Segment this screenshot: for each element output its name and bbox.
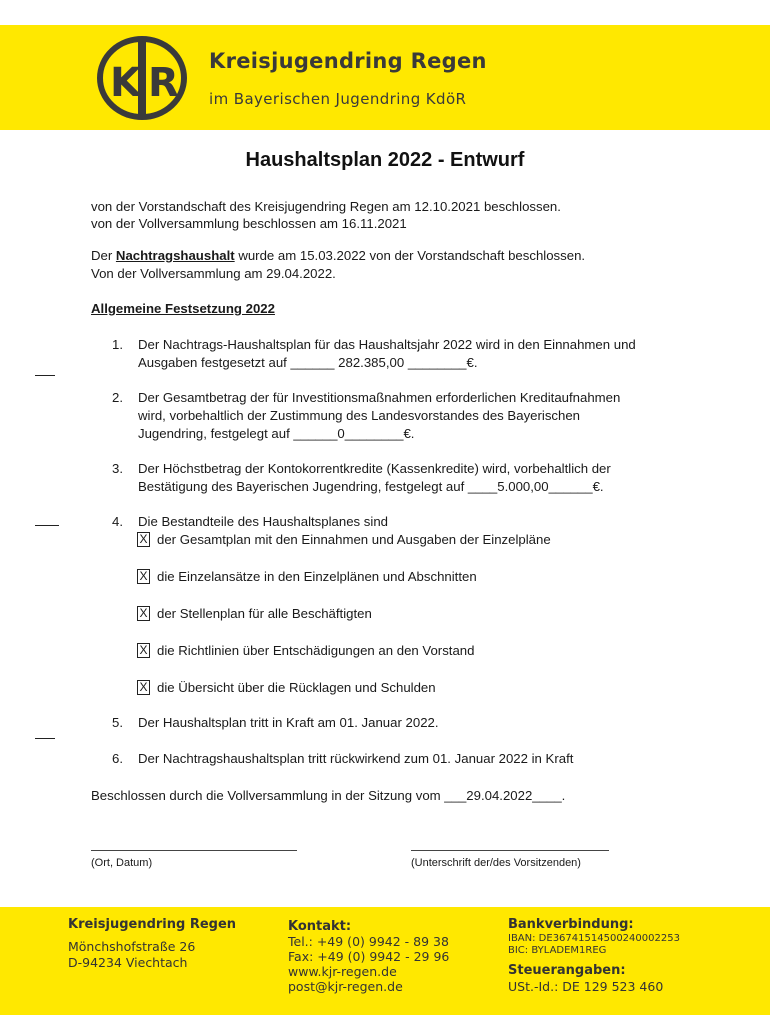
signature-line-chair[interactable] <box>411 850 609 851</box>
checkbox-label: die Richtlinien über Entschädigungen an den Vorstand <box>157 643 475 658</box>
item-1-line-2: Ausgaben festgesetzt auf ______ 282.385,00 ________€. <box>138 355 478 370</box>
intro-prefix: Der <box>91 248 116 263</box>
item-2-line-1: Der Gesamtbetrag der für Investitionsmaßnahmen erforderlichen Kreditaufnahmen <box>138 390 621 405</box>
footer-iban: IBAN: DE36741514500240002253 <box>508 933 680 944</box>
nachtragshaushalt-term: Nachtragshaushalt <box>115 248 235 263</box>
item-4-line-1: Die Bestandteile des Haushaltsplanes sind <box>138 514 388 529</box>
checkbox[interactable]: X <box>137 606 150 621</box>
item-number: 1. <box>112 337 123 352</box>
org-subtitle: im Bayerischen Jugendring KdöR <box>209 90 467 108</box>
checkbox-label: der Stellenplan für alle Beschäftigten <box>157 606 372 621</box>
item-3-line-2: Bestätigung des Bayerischen Jugendring, festgelegt auf ____5.000,00______€. <box>138 479 604 494</box>
footer-street: Mönchshofstraße 26 <box>68 939 196 954</box>
footer-email-link[interactable]: post@kjr-regen.de <box>288 979 403 994</box>
intro-line-2: von der Vollversammlung beschlossen am 16.11.2021 <box>91 216 407 231</box>
footer-tel: Tel.: +49 (0) 9942 - 89 38 <box>288 934 449 949</box>
item-5-line-1: Der Haushaltsplan tritt in Kraft am 01. Januar 2022. <box>138 715 439 730</box>
checkbox-label: die Einzelansätze in den Einzelplänen und Abschnitten <box>157 569 477 584</box>
footer-tax-heading: Steuerangaben: <box>508 963 626 978</box>
item-number: 2. <box>112 390 123 405</box>
item-1-line-1: Der Nachtrags-Haushaltsplan für das Haushaltsjahr 2022 wird in den Einnahmen und <box>138 337 636 352</box>
checkbox[interactable]: X <box>137 532 150 547</box>
org-name: Kreisjugendring Regen <box>209 49 487 73</box>
checkbox[interactable]: X <box>137 569 150 584</box>
item-2-line-3: Jugendring, festgelegt auf ______0________€. <box>138 426 415 441</box>
item-number: 3. <box>112 461 123 476</box>
intro-line-3 <box>91 247 585 265</box>
closing-statement: Beschlossen durch die Vollversammlung in der Sitzung vom ___29.04.2022____. <box>91 788 566 803</box>
item-number: 4. <box>112 514 123 529</box>
checkbox-label: der Gesamtplan mit den Einnahmen und Ausgaben der Einzelpläne <box>157 532 551 547</box>
margin-mark <box>35 375 55 376</box>
item-number: 6. <box>112 751 123 766</box>
section-heading: Allgemeine Festsetzung 2022 <box>91 301 275 316</box>
footer-fax: Fax: +49 (0) 9942 - 29 96 <box>288 949 450 964</box>
page-title: Haushaltsplan 2022 - Entwurf <box>245 149 525 171</box>
intro-line-4: Von der Vollversammlung am 29.04.2022. <box>91 266 336 281</box>
kjr-logo <box>96 36 188 120</box>
footer-city: D-94234 Viechtach <box>68 955 188 970</box>
footer-vat-id: USt.-Id.: DE 129 523 460 <box>508 979 664 994</box>
intro-suffix: wurde am 15.03.2022 von der Vorstandschaft beschlossen. <box>234 248 586 263</box>
footer-contact-heading: Kontakt: <box>288 919 352 934</box>
checkbox-label: die Übersicht über die Rücklagen und Schulden <box>157 680 436 695</box>
svg-text:R: R <box>148 60 179 106</box>
footer-org-name: Kreisjugendring Regen <box>68 917 237 932</box>
item-number: 5. <box>112 715 123 730</box>
margin-mark <box>35 738 55 739</box>
item-2-line-2: wird, vorbehaltlich der Zustimmung des Landesvorstandes des Bayerischen <box>138 408 581 423</box>
item-6-line-1: Der Nachtragshaushaltsplan tritt rückwirkend zum 01. Januar 2022 in Kraft <box>138 751 574 766</box>
checkbox[interactable]: X <box>137 680 150 695</box>
item-3-line-1: Der Höchstbetrag der Kontokorrentkredite (Kassenkredite) wird, vorbehaltlich der <box>138 461 611 476</box>
place-date-caption: (Ort, Datum) <box>91 857 153 869</box>
footer-bic: BIC: BYLADEM1REG <box>508 945 607 956</box>
margin-mark <box>35 525 59 526</box>
svg-text:K: K <box>110 60 141 106</box>
signature-caption: (Unterschrift der/des Vorsitzenden) <box>411 857 581 869</box>
signature-line-place-date[interactable] <box>91 850 297 851</box>
footer-web-link[interactable]: www.kjr-regen.de <box>288 964 397 979</box>
footer-bank-heading: Bankverbindung: <box>508 917 634 932</box>
intro-line-1: von der Vorstandschaft des Kreisjugendring Regen am 12.10.2021 beschlossen. <box>91 199 561 214</box>
checkbox[interactable]: X <box>137 643 150 658</box>
